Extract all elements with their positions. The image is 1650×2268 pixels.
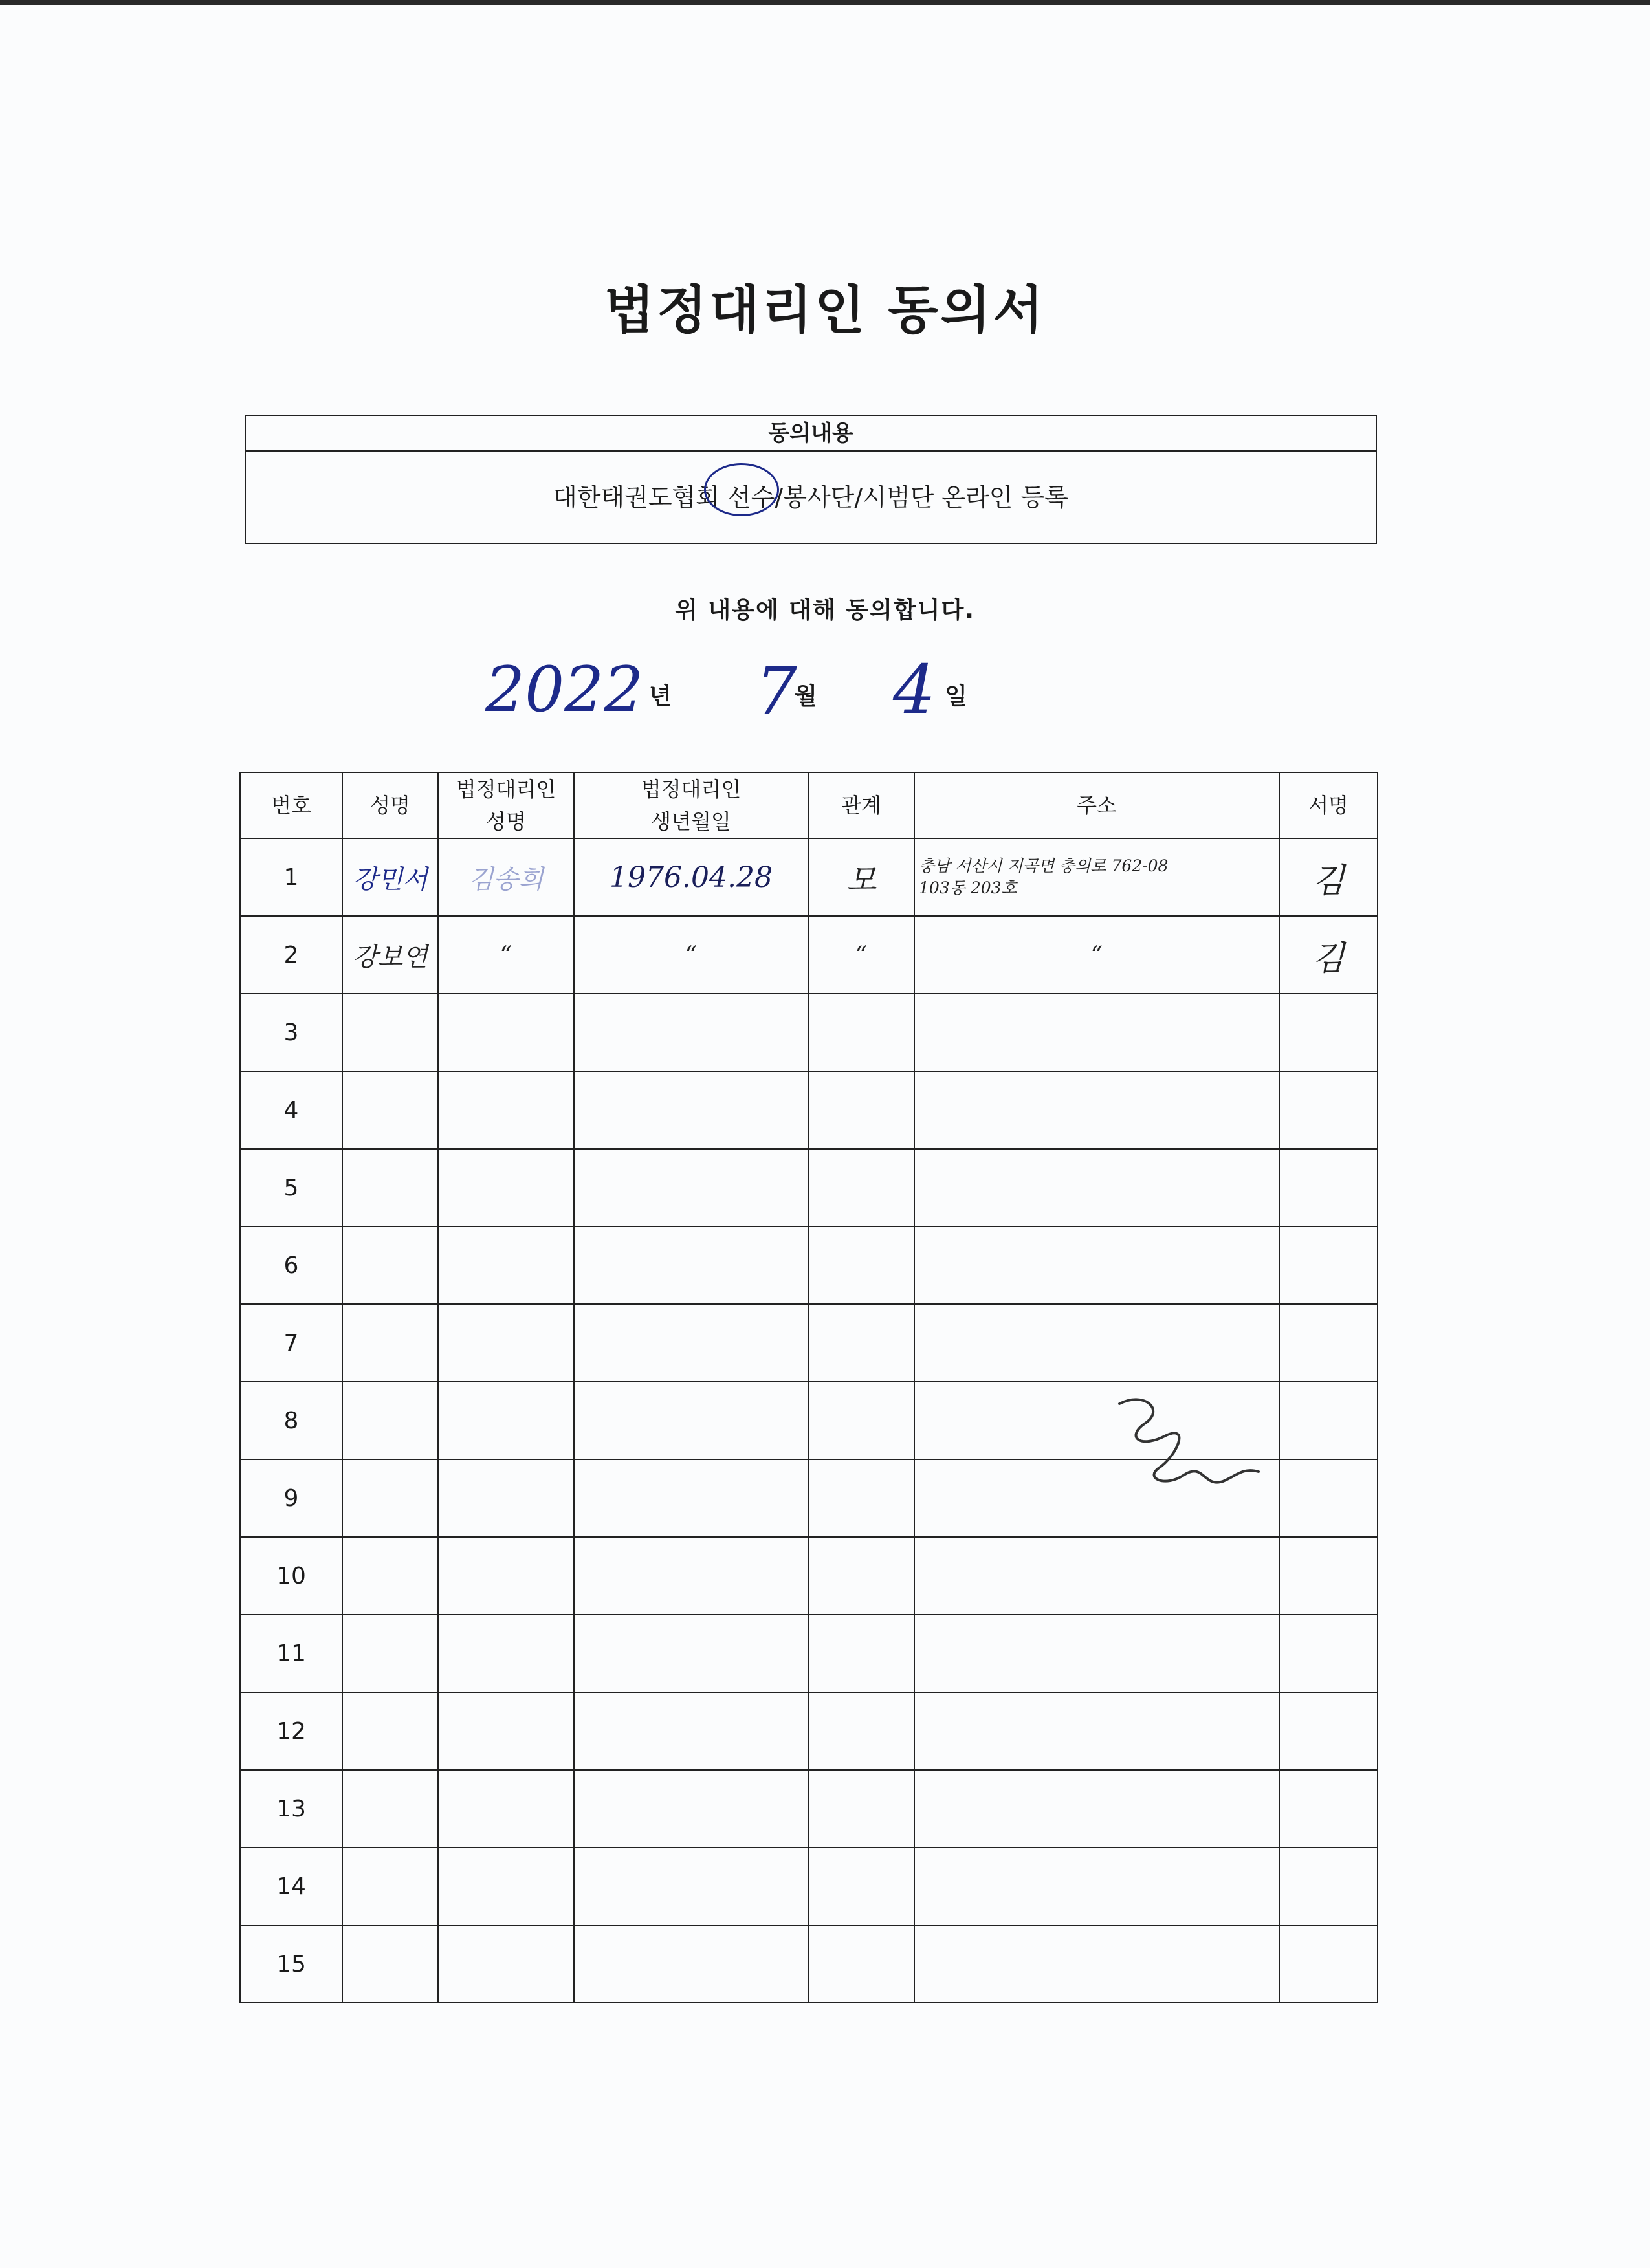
cell-relation xyxy=(808,1692,914,1770)
table-row xyxy=(240,1692,1378,1770)
date-day-label: 일 xyxy=(945,683,967,710)
cell-guardian-name: 김송희 xyxy=(438,838,574,916)
cell-name xyxy=(342,1615,438,1692)
cell-guardian-birth xyxy=(574,1692,808,1770)
consent-box xyxy=(245,415,1377,544)
table-row xyxy=(240,838,1378,916)
header-relation: 관계 xyxy=(808,772,914,838)
cell-relation xyxy=(808,1925,914,2003)
cell-guardian-birth xyxy=(574,1770,808,1848)
table-row xyxy=(240,1071,1378,1149)
cell-guardian-name xyxy=(438,1925,574,2003)
date-day-handwritten: 4 xyxy=(893,650,936,729)
cell-number: 13 xyxy=(240,1770,342,1848)
cell-address xyxy=(914,1692,1279,1770)
cell-guardian-birth xyxy=(574,1227,808,1304)
void-scribble-mark xyxy=(1106,1391,1275,1507)
cell-signature xyxy=(1279,1149,1378,1227)
header-guardian-name xyxy=(438,772,574,838)
header-name: 성명 xyxy=(342,772,438,838)
cell-name xyxy=(342,1304,438,1382)
cell-name xyxy=(342,1382,438,1459)
cell-number: 5 xyxy=(240,1149,342,1227)
cell-relation xyxy=(808,1227,914,1304)
cell-number: 7 xyxy=(240,1304,342,1382)
cell-address xyxy=(914,1304,1279,1382)
cell-signature xyxy=(1279,1692,1378,1770)
header-number: 번호 xyxy=(240,772,342,838)
header-guardian-name-line2: 성명 xyxy=(486,809,526,834)
cell-name xyxy=(342,1925,438,2003)
cell-address xyxy=(914,1537,1279,1615)
cell-number: 2 xyxy=(240,916,342,994)
cell-address xyxy=(914,1149,1279,1227)
cell-guardian-birth xyxy=(574,1071,808,1149)
header-address: 주소 xyxy=(914,772,1279,838)
cell-guardian-birth xyxy=(574,1304,808,1382)
cell-signature xyxy=(1279,1459,1378,1537)
cell-name xyxy=(342,1692,438,1770)
cell-relation xyxy=(808,1848,914,1925)
cell-address xyxy=(914,1071,1279,1149)
cell-guardian-birth xyxy=(574,1537,808,1615)
cell-signature xyxy=(1279,994,1378,1071)
cell-address-line1: 충남 서산시 지곡면 충의로 762-08 xyxy=(919,856,1169,875)
cell-name: 강민서 xyxy=(342,838,438,916)
cell-name xyxy=(342,1227,438,1304)
header-guardian-name-line1: 법정대리인 xyxy=(456,777,556,801)
cell-relation xyxy=(808,1149,914,1227)
cell-relation xyxy=(808,1459,914,1537)
cell-name: 강보연 xyxy=(342,916,438,994)
cell-guardian-name xyxy=(438,1382,574,1459)
cell-number: 3 xyxy=(240,994,342,1071)
cell-signature xyxy=(1279,1304,1378,1382)
cell-signature xyxy=(1279,1382,1378,1459)
document-title: 법정대리인 동의서 xyxy=(604,280,1046,340)
consent-text: 대한태권도협회 선수/봉사단/시범단 온라인 등록 xyxy=(553,483,1068,512)
cell-address xyxy=(914,838,1279,916)
cell-name xyxy=(342,994,438,1071)
table-row xyxy=(240,1615,1378,1692)
cell-relation: 모 xyxy=(808,838,914,916)
cell-number: 12 xyxy=(240,1692,342,1770)
cell-number: 4 xyxy=(240,1071,342,1149)
cell-number: 8 xyxy=(240,1382,342,1459)
header-guardian-birth xyxy=(574,772,808,838)
cell-address xyxy=(914,1848,1279,1925)
cell-address: “ xyxy=(914,916,1279,994)
cell-guardian-birth xyxy=(574,1925,808,2003)
cell-guardian-name xyxy=(438,1848,574,1925)
table-row xyxy=(240,1304,1378,1382)
header-guardian-birth-line1: 법정대리인 xyxy=(641,777,742,801)
table-row xyxy=(240,1848,1378,1925)
cell-guardian-birth: “ xyxy=(574,916,808,994)
cell-signature xyxy=(1279,1615,1378,1692)
cell-guardian-name xyxy=(438,1227,574,1304)
cell-relation: “ xyxy=(808,916,914,994)
table-row xyxy=(240,1227,1378,1304)
cell-relation xyxy=(808,1304,914,1382)
cell-number: 15 xyxy=(240,1925,342,2003)
cell-signature: 김 xyxy=(1279,838,1378,916)
cell-relation xyxy=(808,994,914,1071)
cell-signature xyxy=(1279,1071,1378,1149)
cell-address xyxy=(914,994,1279,1071)
cell-name xyxy=(342,1459,438,1537)
table-row xyxy=(240,1925,1378,2003)
cell-guardian-name xyxy=(438,1459,574,1537)
table-row xyxy=(240,1149,1378,1227)
cell-guardian-name: “ xyxy=(438,916,574,994)
date-month-handwritten: 7 xyxy=(756,653,797,729)
scan-edge xyxy=(0,0,1650,5)
table-header-row xyxy=(240,772,1378,838)
cell-number: 11 xyxy=(240,1615,342,1692)
cell-guardian-birth xyxy=(574,1382,808,1459)
header-signature: 서명 xyxy=(1279,772,1378,838)
table-row xyxy=(240,1537,1378,1615)
cell-guardian-name xyxy=(438,1149,574,1227)
cell-guardian-name xyxy=(438,1615,574,1692)
cell-address xyxy=(914,1925,1279,2003)
cell-name xyxy=(342,1770,438,1848)
table-row xyxy=(240,1770,1378,1848)
header-guardian-birth-line2: 생년월일 xyxy=(651,809,731,834)
cell-address xyxy=(914,1770,1279,1848)
cell-name xyxy=(342,1071,438,1149)
cell-relation xyxy=(808,1537,914,1615)
cell-name xyxy=(342,1537,438,1615)
date-year-handwritten: 2022 xyxy=(485,653,644,726)
date-month-label: 월 xyxy=(795,683,817,710)
cell-number: 1 xyxy=(240,838,342,916)
cell-guardian-birth xyxy=(574,1615,808,1692)
cell-guardian-birth xyxy=(574,1459,808,1537)
cell-signature xyxy=(1279,1925,1378,2003)
cell-guardian-name xyxy=(438,1304,574,1382)
cell-guardian-birth: 1976.04.28 xyxy=(574,838,808,916)
cell-relation xyxy=(808,1382,914,1459)
consent-heading: 동의내용 xyxy=(246,416,1376,452)
cell-guardian-name xyxy=(438,1537,574,1615)
cell-guardian-birth xyxy=(574,994,808,1071)
cell-signature: 김 xyxy=(1279,916,1378,994)
cell-relation xyxy=(808,1071,914,1149)
cell-guardian-birth xyxy=(574,1149,808,1227)
date-year-label: 년 xyxy=(649,683,672,710)
cell-signature xyxy=(1279,1770,1378,1848)
cell-guardian-name xyxy=(438,994,574,1071)
cell-number: 6 xyxy=(240,1227,342,1304)
cell-signature xyxy=(1279,1227,1378,1304)
cell-relation xyxy=(808,1615,914,1692)
cell-address xyxy=(914,1227,1279,1304)
cell-address xyxy=(914,1615,1279,1692)
cell-relation xyxy=(808,1770,914,1848)
cell-guardian-name xyxy=(438,1692,574,1770)
cell-guardian-name xyxy=(438,1770,574,1848)
cell-signature xyxy=(1279,1848,1378,1925)
cell-name xyxy=(342,1848,438,1925)
table-row xyxy=(240,994,1378,1071)
guardian-table xyxy=(239,772,1378,2003)
cell-number: 10 xyxy=(240,1537,342,1615)
cell-name xyxy=(342,1149,438,1227)
handwritten-circle-mark xyxy=(704,463,779,516)
cell-address-line2: 103동 203호 xyxy=(919,878,1017,897)
cell-number: 9 xyxy=(240,1459,342,1537)
cell-guardian-birth xyxy=(574,1848,808,1925)
cell-number: 14 xyxy=(240,1848,342,1925)
table-row xyxy=(240,916,1378,994)
cell-signature xyxy=(1279,1537,1378,1615)
agreement-statement: 위 내용에 대해 동의합니다. xyxy=(675,597,975,624)
cell-guardian-name xyxy=(438,1071,574,1149)
